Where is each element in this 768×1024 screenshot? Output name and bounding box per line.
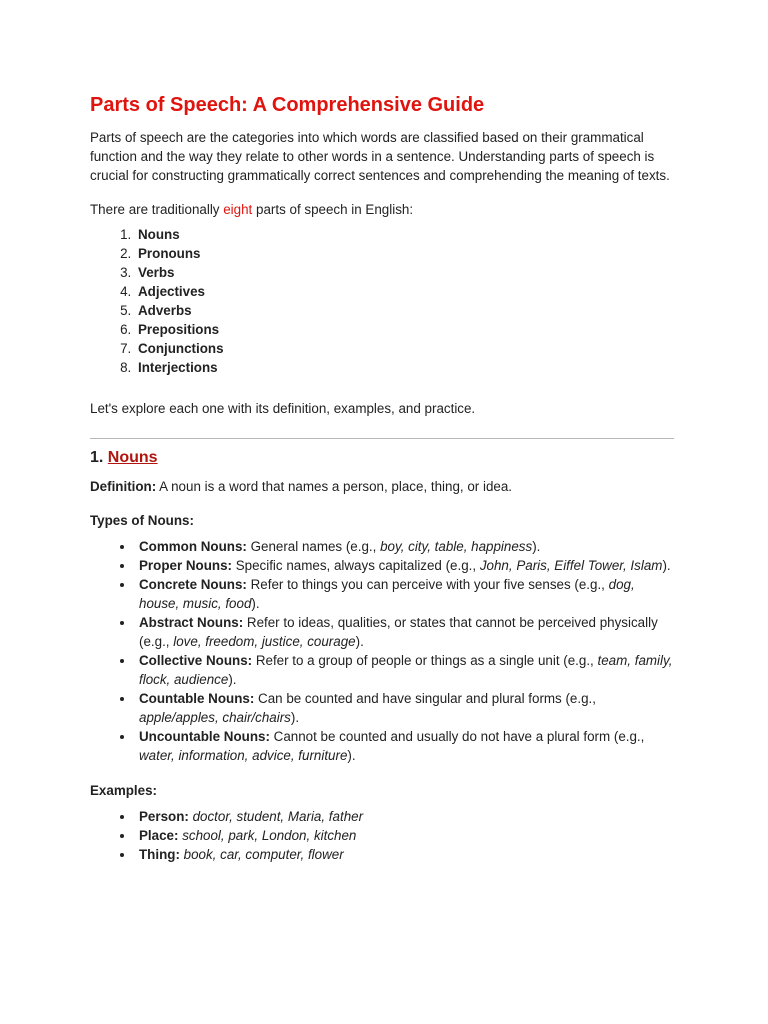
parts-count-text-before: There are traditionally	[90, 202, 224, 217]
pos-item-prepositions: 6. Prepositions	[135, 320, 676, 339]
noun-type-item	[135, 689, 676, 727]
noun-type-label: Countable Nouns:	[139, 691, 255, 706]
noun-type-close: ).	[355, 634, 364, 649]
types-of-nouns-heading: Types of Nouns:	[90, 513, 194, 528]
noun-type-close: ).	[347, 748, 356, 763]
page-title: Parts of Speech: A Comprehensive Guide	[90, 94, 485, 116]
pos-item-adjectives: 4. Adjectives	[135, 282, 676, 301]
section-divider	[90, 438, 674, 439]
noun-type-close: ).	[290, 710, 300, 725]
pos-item-verbs: 3. Verbs	[135, 263, 676, 282]
noun-type-description: Refer to things you can perceive with your five senses (e.g.,	[246, 577, 609, 592]
definition-text: A noun is a word that names a person, place, thing, or idea.	[156, 479, 513, 494]
noun-type-description: Specific names, always capitalized (e.g.,	[232, 558, 480, 573]
example-values: book, car, computer, flower	[183, 847, 344, 862]
noun-type-examples: dog, house, music, food	[139, 577, 635, 611]
example-label: Place:	[139, 828, 179, 843]
noun-type-item	[135, 575, 676, 613]
noun-type-item	[135, 556, 676, 575]
explore-paragraph: Let's explore each one with its definition, examples, and practice.	[90, 401, 476, 416]
noun-type-label: Collective Nouns:	[139, 653, 253, 668]
noun-type-label: Concrete Nouns:	[139, 577, 247, 592]
parts-count-text-after: parts of speech in English:	[252, 202, 414, 217]
noun-type-examples: John, Paris, Eiffel Tower, Islam	[479, 558, 663, 573]
noun-type-examples: water, information, advice, furniture	[139, 748, 348, 763]
parts-of-speech-list	[90, 225, 676, 377]
nouns-definition	[90, 477, 676, 496]
definition-label: Definition:	[90, 479, 157, 494]
parts-count-sentence	[90, 200, 676, 219]
parts-count-highlight: eight	[223, 202, 253, 217]
noun-type-label: Uncountable Nouns:	[139, 729, 270, 744]
noun-type-examples: love, freedom, justice, courage	[173, 634, 356, 649]
noun-type-item	[135, 613, 676, 651]
example-values: school, park, London, kitchen	[182, 828, 357, 843]
pos-item-pronouns: 2. Pronouns	[135, 244, 676, 263]
example-values: doctor, student, Maria, father	[192, 809, 364, 824]
example-item-thing	[135, 845, 676, 864]
noun-type-description: Can be counted and have singular and plural forms (e.g.,	[254, 691, 596, 706]
examples-heading: Examples:	[90, 783, 157, 798]
section-heading-nouns	[90, 447, 676, 469]
pos-item-interjections: 8. Interjections	[135, 358, 676, 377]
noun-type-examples: boy, city, table, happiness	[380, 539, 533, 554]
example-label: Person:	[139, 809, 189, 824]
noun-type-close: ).	[662, 558, 671, 573]
noun-type-item	[135, 727, 676, 765]
example-label: Thing:	[139, 847, 180, 862]
noun-type-label: Proper Nouns:	[139, 558, 232, 573]
noun-type-label: Abstract Nouns:	[139, 615, 244, 630]
noun-type-description: Refer to a group of people or things as a single unit (e.g.,	[252, 653, 598, 668]
noun-type-item	[135, 537, 676, 556]
noun-type-examples: apple/apples, chair/chairs	[139, 710, 291, 725]
example-item-place	[135, 826, 676, 845]
noun-type-item	[135, 651, 676, 689]
noun-type-close: ).	[532, 539, 541, 554]
pos-item-nouns: 1. Nouns	[135, 225, 676, 244]
noun-type-description: General names (e.g.,	[246, 539, 381, 554]
intro-paragraph: Parts of speech are the categories into which words are classified based on their grammatical function and the way they relate to other words in a sentence. Understanding parts of speech is crucial for constructing grammatically correct sentences and comprehending the meaning of texts.	[90, 130, 670, 183]
example-item-person	[135, 807, 676, 826]
noun-type-description: Refer to ideas, qualities, or states that cannot be perceived physically (e.g.,	[139, 615, 658, 649]
noun-type-close: ).	[228, 672, 237, 687]
section-number: 1.	[90, 449, 108, 466]
noun-type-label: Common Nouns:	[139, 539, 247, 554]
noun-examples-list	[90, 807, 676, 864]
noun-type-close: ).	[251, 596, 260, 611]
noun-types-list	[90, 537, 676, 765]
nouns-heading-link[interactable]: Nouns	[107, 449, 158, 466]
pos-item-adverbs: 5. Adverbs	[135, 301, 676, 320]
noun-type-description: Cannot be counted and usually do not have a plural form (e.g.,	[269, 729, 645, 744]
noun-type-examples: team, family, flock, audience	[139, 653, 673, 687]
pos-item-conjunctions: 7. Conjunctions	[135, 339, 676, 358]
